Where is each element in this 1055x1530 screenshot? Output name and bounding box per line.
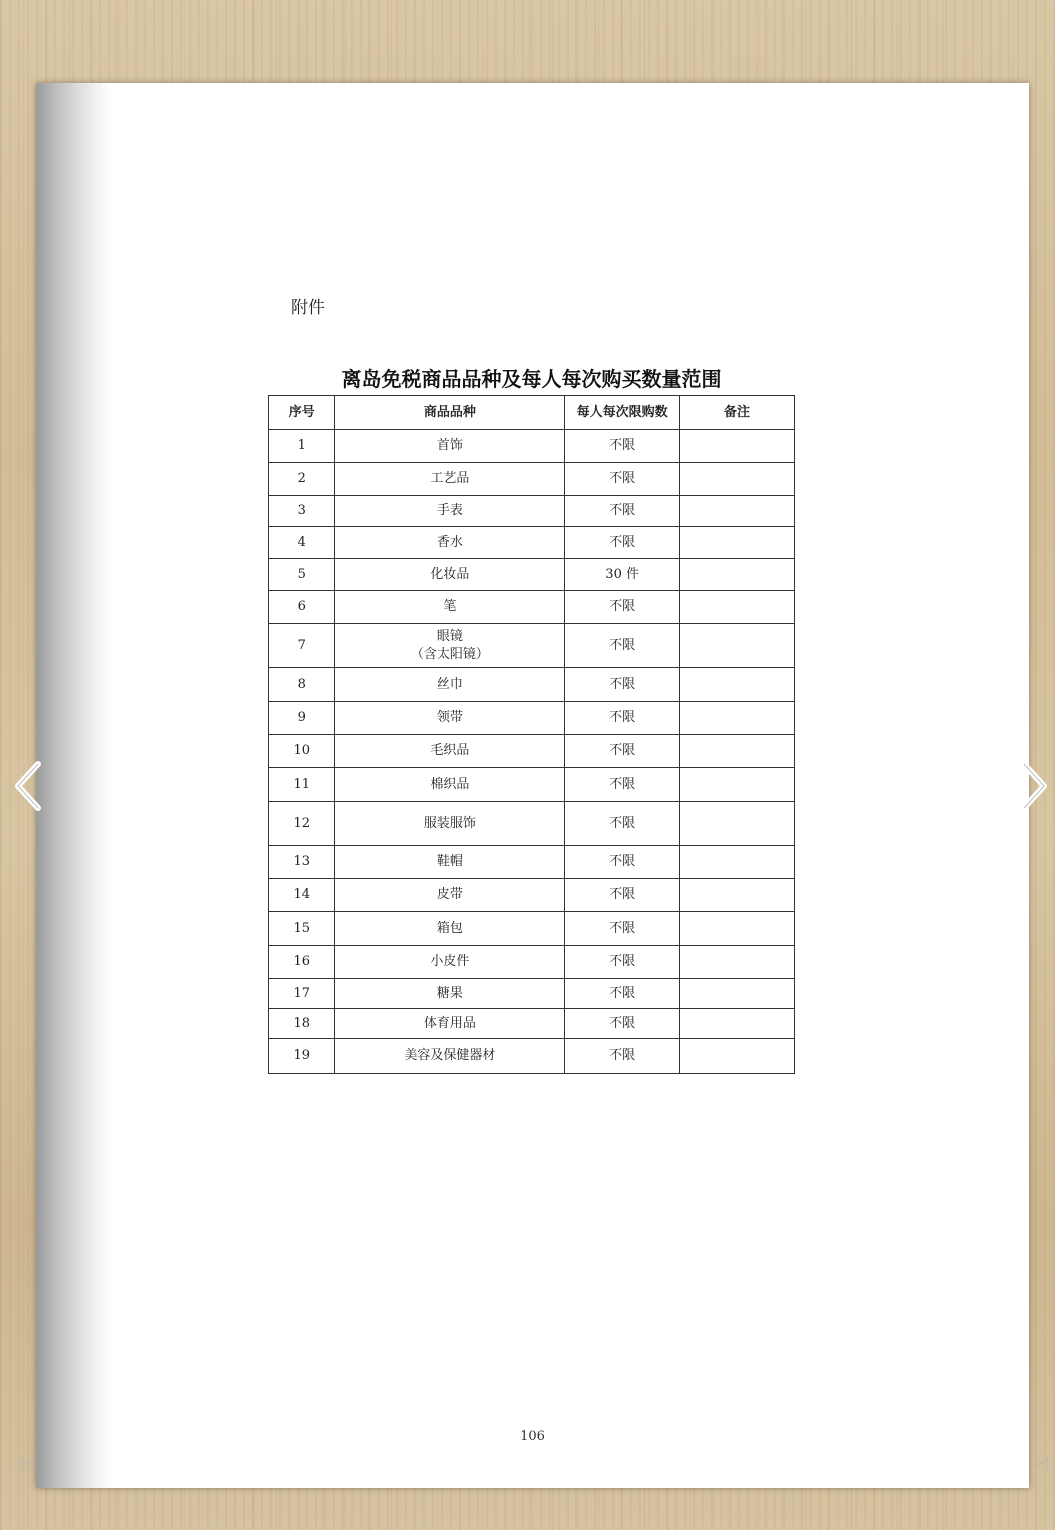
header-remarks: 备注 [680, 396, 795, 430]
cell-serial-no: 16 [269, 946, 335, 979]
cell-product-type [335, 879, 565, 912]
cell-serial-no: 6 [269, 591, 335, 624]
cell-remarks [680, 802, 795, 846]
cell-remarks [680, 624, 795, 668]
cell-remarks [680, 946, 795, 979]
product-name: 美容及保健器材 [404, 1048, 496, 1063]
table-row [269, 946, 795, 979]
cell-remarks [680, 668, 795, 702]
product-name: 棉织品 [430, 776, 470, 792]
cell-purchase-limit: 不限 [565, 912, 680, 946]
cell-product-type [335, 1039, 565, 1074]
table-row [269, 979, 795, 1009]
cell-product-type [335, 463, 565, 496]
product-name: 领带 [436, 710, 463, 725]
cell-remarks [680, 702, 795, 735]
cell-serial-no: 19 [269, 1039, 335, 1074]
header-serial-no: 序号 [269, 396, 335, 430]
cell-remarks [680, 846, 795, 879]
cell-remarks [680, 527, 795, 559]
cell-remarks [680, 768, 795, 802]
cell-product-type [335, 430, 565, 463]
page-number: 106 [520, 1429, 545, 1444]
table-row [269, 912, 795, 946]
table-row [269, 1009, 795, 1039]
cell-serial-no: 13 [269, 846, 335, 879]
product-name: 首饰 [436, 438, 463, 453]
table-row [269, 430, 795, 463]
chevron-left-icon [10, 758, 50, 814]
cell-purchase-limit: 不限 [565, 430, 680, 463]
table-row [269, 463, 795, 496]
product-name: 小皮件 [430, 954, 470, 969]
cell-purchase-limit: 不限 [565, 879, 680, 912]
cell-remarks [680, 912, 795, 946]
product-name: 眼镜 [436, 628, 463, 644]
cell-remarks [680, 1009, 795, 1039]
next-page-button[interactable] [1016, 758, 1055, 814]
product-name: 化妆品 [430, 566, 470, 582]
product-name: 皮带 [436, 887, 463, 902]
cell-purchase-limit: 30 件 [565, 559, 680, 591]
table-row [269, 527, 795, 559]
table-row [269, 591, 795, 624]
cell-serial-no: 2 [269, 463, 335, 496]
cell-purchase-limit: 不限 [565, 463, 680, 496]
document-title: 离岛免税商品品种及每人每次购买数量范围 [341, 367, 722, 391]
cell-serial-no: 18 [269, 1009, 335, 1039]
cell-product-type [335, 768, 565, 802]
cell-purchase-limit: 不限 [565, 946, 680, 979]
cell-product-type [335, 735, 565, 768]
table-row [269, 1039, 795, 1074]
cell-serial-no: 17 [269, 979, 335, 1009]
product-name: 鞋帽 [436, 854, 463, 869]
table-row [269, 559, 795, 591]
previous-page-button[interactable] [10, 758, 50, 814]
last-page-icon[interactable]: >| [1034, 1456, 1050, 1471]
cell-serial-no: 7 [269, 624, 335, 668]
cell-purchase-limit: 不限 [565, 496, 680, 527]
product-name: 工艺品 [430, 471, 470, 486]
cell-product-type [335, 912, 565, 946]
cell-remarks [680, 559, 795, 591]
table-row [269, 735, 795, 768]
cell-product-type [335, 979, 565, 1009]
cell-serial-no: 8 [269, 668, 335, 702]
product-name: 毛织品 [430, 743, 470, 758]
cell-remarks [680, 979, 795, 1009]
cell-serial-no: 10 [269, 735, 335, 768]
document-page [36, 83, 1029, 1488]
product-name: 丝巾 [436, 676, 463, 692]
product-limits-table [268, 395, 795, 1074]
product-name: 箱包 [436, 920, 463, 936]
cell-purchase-limit: 不限 [565, 1009, 680, 1039]
cell-serial-no: 1 [269, 430, 335, 463]
header-purchase-limit: 每人每次限购数 [565, 396, 680, 430]
cell-product-type [335, 527, 565, 559]
cell-serial-no: 12 [269, 802, 335, 846]
table-row [269, 624, 795, 668]
product-name: 糖果 [436, 985, 463, 1001]
product-name: 体育用品 [423, 1015, 476, 1031]
cell-purchase-limit: 不限 [565, 1039, 680, 1074]
cell-remarks [680, 496, 795, 527]
cell-product-type [335, 802, 565, 846]
cell-remarks [680, 591, 795, 624]
cell-remarks [680, 1039, 795, 1074]
cell-product-type [335, 591, 565, 624]
cell-purchase-limit: 不限 [565, 527, 680, 559]
cell-purchase-limit: 不限 [565, 802, 680, 846]
product-name-note: （含太阳镜） [410, 646, 489, 662]
table-row [269, 668, 795, 702]
cell-product-type [335, 496, 565, 527]
chevron-right-icon [1016, 758, 1055, 814]
cell-serial-no: 15 [269, 912, 335, 946]
cell-serial-no: 11 [269, 768, 335, 802]
cell-purchase-limit: 不限 [565, 768, 680, 802]
cell-product-type [335, 668, 565, 702]
cell-product-type [335, 624, 565, 668]
cell-product-type [335, 559, 565, 591]
cell-product-type [335, 846, 565, 879]
cell-serial-no: 14 [269, 879, 335, 912]
table-row [269, 802, 795, 846]
cell-serial-no: 5 [269, 559, 335, 591]
product-name: 服装服饰 [423, 815, 476, 831]
cell-purchase-limit: 不限 [565, 624, 680, 668]
cell-product-type [335, 1009, 565, 1039]
cell-purchase-limit: 不限 [565, 979, 680, 1009]
table-row [269, 496, 795, 527]
table-header-row [269, 396, 795, 430]
table-row [269, 879, 795, 912]
cell-remarks [680, 735, 795, 768]
cell-product-type [335, 946, 565, 979]
cell-remarks [680, 463, 795, 496]
table-row [269, 702, 795, 735]
cell-purchase-limit: 不限 [565, 846, 680, 879]
cell-purchase-limit: 不限 [565, 668, 680, 702]
cell-remarks [680, 879, 795, 912]
header-product-type: 商品品种 [335, 396, 565, 430]
cell-remarks [680, 430, 795, 463]
table-row [269, 846, 795, 879]
product-name: 笔 [443, 599, 457, 614]
cell-serial-no: 3 [269, 496, 335, 527]
cell-serial-no: 9 [269, 702, 335, 735]
cell-purchase-limit: 不限 [565, 591, 680, 624]
product-name: 香水 [436, 534, 463, 550]
cell-product-type [335, 702, 565, 735]
attachment-label: 附件 [291, 298, 325, 318]
table-row [269, 768, 795, 802]
cell-serial-no: 4 [269, 527, 335, 559]
table-body [269, 430, 795, 1074]
cell-purchase-limit: 不限 [565, 735, 680, 768]
cell-purchase-limit: 不限 [565, 702, 680, 735]
first-page-icon[interactable]: |< [20, 1456, 36, 1471]
product-name: 手表 [436, 503, 463, 518]
